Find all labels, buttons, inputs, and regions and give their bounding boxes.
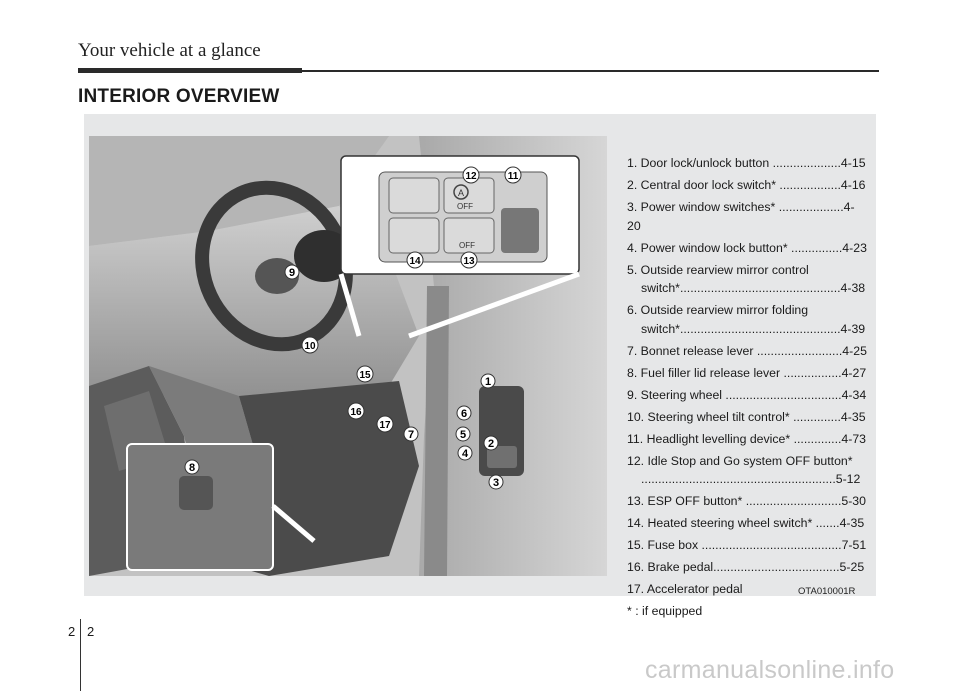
callout-11 (505, 167, 521, 183)
svg-text:6: 6 (460, 408, 468, 420)
idle-off-label: OFF (457, 202, 473, 211)
callout-9 (285, 265, 299, 279)
list-item: 11. Headlight levelling device* ..............4-73 (627, 431, 867, 446)
watermark: carmanualsonline.info (645, 656, 895, 684)
callout-6 (457, 406, 471, 420)
list-item: 14. Heated steering wheel switch* .......4-35 (627, 516, 865, 530)
svg-text:14: 14 (409, 256, 421, 267)
component-list (627, 154, 867, 624)
svg-text:11: 11 (507, 171, 519, 182)
list-item: 1. Door lock/unlock button ....................4-15 (627, 156, 866, 170)
svg-text:4: 4 (461, 448, 469, 460)
svg-text:7: 7 (407, 429, 415, 441)
page-number: 2 (87, 624, 95, 639)
list-item: 4. Power window lock button* ...............4-23 (627, 240, 867, 255)
esp-off-label: OFF (459, 241, 475, 250)
svg-text:1: 1 (484, 376, 492, 388)
svg-text:2: 2 (487, 438, 495, 450)
list-item: 17. Accelerator pedal (627, 582, 743, 596)
figure-caption: OTA010001R (798, 586, 856, 597)
svg-text:12: 12 (465, 171, 477, 182)
callout-8 (185, 460, 199, 474)
svg-text:10: 10 (304, 341, 316, 352)
list-item: 16. Brake pedal.....................................5-25 (627, 560, 865, 574)
callout-5 (456, 427, 470, 441)
callout-3 (489, 475, 503, 489)
callout-17 (377, 416, 393, 432)
interior-illustration (89, 136, 607, 576)
list-item: 7. Bonnet release lever .........................4-25 (627, 343, 867, 358)
callout-4 (458, 446, 472, 460)
callout-1 (481, 374, 495, 388)
list-item: 8. Fuel filler lid release lever .................4-27 (627, 365, 867, 380)
header-title: Your vehicle at a glance (78, 40, 261, 61)
svg-text:15: 15 (359, 370, 371, 381)
page-divider (80, 619, 81, 691)
svg-text:16: 16 (350, 407, 362, 418)
callout-2 (484, 436, 498, 450)
svg-text:3: 3 (492, 477, 500, 489)
callout-7 (404, 427, 418, 441)
section-number: 2 (68, 624, 76, 639)
header-rule (78, 68, 302, 73)
list-item: 9. Steering wheel ..................................4-34 (627, 387, 867, 402)
svg-text:13: 13 (463, 256, 475, 267)
callout-13 (461, 252, 477, 268)
list-item: 13. ESP OFF button* ............................5-30 (627, 494, 866, 508)
list-item: * : if equipped (627, 604, 703, 618)
list-item: 15. Fuse box .........................................7-51 (627, 538, 867, 552)
svg-text:8: 8 (188, 462, 196, 474)
callout-14 (407, 252, 423, 268)
list-item: 12. Idle Stop and Go system OFF button* .........................................................5-12 (627, 453, 861, 486)
auto-glyph: A (457, 188, 465, 198)
callout-15 (357, 366, 373, 382)
list-item: 3. Power window switches* ...................4-20 (627, 200, 855, 233)
callout-12 (463, 167, 479, 183)
list-item: 10. Steering wheel tilt control* ..............4-35 (627, 409, 866, 424)
list-item: 5. Outside rearview mirror control switch*...............................................4-38 (627, 262, 866, 295)
callout-16 (348, 403, 364, 419)
section-title: INTERIOR OVERVIEW (78, 86, 280, 107)
list-item: 6. Outside rearview mirror folding switch*...............................................4-39 (627, 303, 866, 336)
svg-text:17: 17 (379, 420, 391, 431)
svg-text:5: 5 (459, 429, 467, 441)
list-item: 2. Central door lock switch* ..................4-16 (627, 178, 866, 192)
callout-10 (302, 337, 318, 353)
header-rule-thin (302, 70, 879, 72)
svg-text:9: 9 (288, 267, 296, 279)
